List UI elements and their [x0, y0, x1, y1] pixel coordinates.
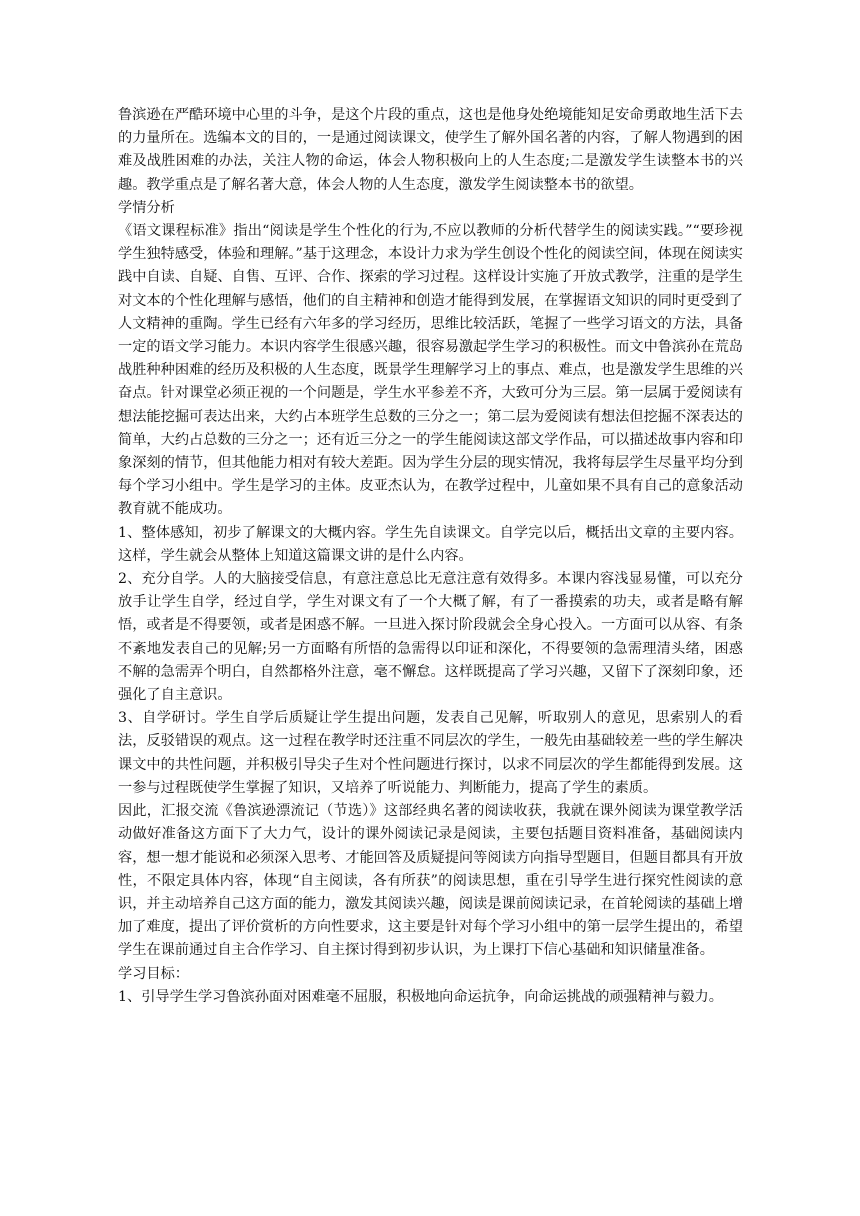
- heading-learning-goals: 学习目标：: [118, 965, 189, 982]
- paragraph-intro: 鲁滨逊在严酷环境中心里的斗争，是这个片段的重点，这也是他身处绝境能知足安命勇敢地生活下去的力量所在。选编本文的目的，一是通过阅读课文，使学生了解外国名著的内容，了解人物遇到的困难及战胜困难的办法，关注人物的命运，体会人物积极向上的人生态度;二是激发学生读整本书的兴趣。教学重点是了解名著大意，体会人物的人生态度，激发学生阅读整本书的欲望。: [118, 107, 743, 193]
- paragraph-curriculum-standard: 《语文课程标准》指出“阅读是学生个性化的行为,不应以教师的分析代替学生的阅读实践。”“要珍视学生独特感受，体验和理解。”基于这理念，本设计力求为学生创设个性化的阅读空间，体现在阅读实践中自读、自疑、自售、互评、合作、探索的学习过程。这样设计实施了开放式教学，注重的是学生对文本的个性化理解与感悟，他们的自主精神和创造才能得到发展，在掌握语文知识的同时更受到了人文精神的重陶。学生已经有六年多的学习经历，思维比较活跃，笔握了一些学习语文的方法，具备一定的语文学习能力。本识内容学生很感兴趣，很容易激起学生学习的积极性。而文中鲁滨孙在荒岛战胜种种困难的经历及积极的人生态度，既景学生理解学习上的事点、难点，也是激发学生思维的兴奋点。针对课堂必须正视的一个问题是，学生水平参差不齐，大致可分为三层。第一层属于爱阅读有想法能挖掘可表达出来，大约占本班学生总数的三分之一；第二层为爱阅读有想法但挖掘不深表达的简单，大约占总数的三分之一；还有近三分之一的学生能阅读这部文学作品，可以描述故事内容和印象深刻的情节，但其他能力相对有较大差距。因为学生分层的现实情况，我将每层学生尽量平均分到每个学习小组中。学生是学习的主体。皮亚杰认为，在教学过程中，儿童如果不具有自己的意象活动教育就不能成功。: [118, 223, 743, 518]
- paragraph-goal-1: 1、引导学生学习鲁滨孙面对困难毫不屈服，积极地向命运抗争，向命运挑战的顽强精神与毅力。: [118, 988, 723, 1005]
- paragraph-conclusion: 因此，汇报交流《鲁滨逊漂流记（节选）》这部经典名著的阅读收获，我就在课外阅读为课堂教学活动做好准备这方面下了大力气，设计的课外阅读记录是阅读，主要包括题目资料准备，基础阅读内容，想一想才能说和必须深入思考、才能回答及质疑提问等阅读方向指导型题目，但题目都具有开放性，不限定具体内容，体现“自主阅读，各有所获”的阅读思想，重在引导学生进行探究性阅读的意识，并主动培养自己这方面的能力，激发其阅读兴趣，阅读是课前阅读记录，在首轮阅读的基础上增加了难度，提出了评价赏析的方向性要求，这主要是针对每个学习小组中的第一层学生提出的，希望学生在课前通过自主合作学习、自主探讨得到初步认识，为上课打下信心基础和知识储量准备。: [118, 803, 743, 959]
- paragraph-step-2: 2、充分自学。人的大脑接受信息，有意注意总比无意注意有效得多。本课内容浅显易懂，可以充分放手让学生自学，经过自学，学生对课文有了一个大概了解，有了一番摸索的功夫，或者是略有解悟，或者是不得要领，或者是困惑不解。一旦进入探讨阶段就会全身心投入。一方面可以从容、有条不紊地发表自己的见解;另一方面略有所悟的急需得以印证和深化，不得要领的急需理清头绪，困惑不解的急需弄个明白，自然都格外注意，毫不懈怠。这样既提高了学习兴趣，又留下了深刻印象，还强化了自主意识。: [118, 571, 743, 704]
- paragraph-step-1: 1、整体感知，初步了解课文的大概内容。学生先自读课文。自学完以后，概括出文章的主要内容。这样，学生就会从整体上知道这篇课文讲的是什么内容。: [118, 524, 743, 564]
- paragraph-step-3: 3、自学研讨。学生自学后质疑让学生提出问题，发表自己见解，听取别人的意见，思索别人的看法，反驳错误的观点。这一过程在教学时还注重不同层次的学生，一般先由基础较差一些的学生解决课文中的共性问题，并积极引导尖子生对个性问题进行探讨，以求不同层次的学生都能得到发展。这一参与过程既使学生掌握了知识，又培养了听说能力、判断能力，提高了学生的素质。: [118, 710, 743, 796]
- heading-learning-analysis: 学情分析: [118, 199, 175, 216]
- document-page: [118, 104, 743, 1009]
